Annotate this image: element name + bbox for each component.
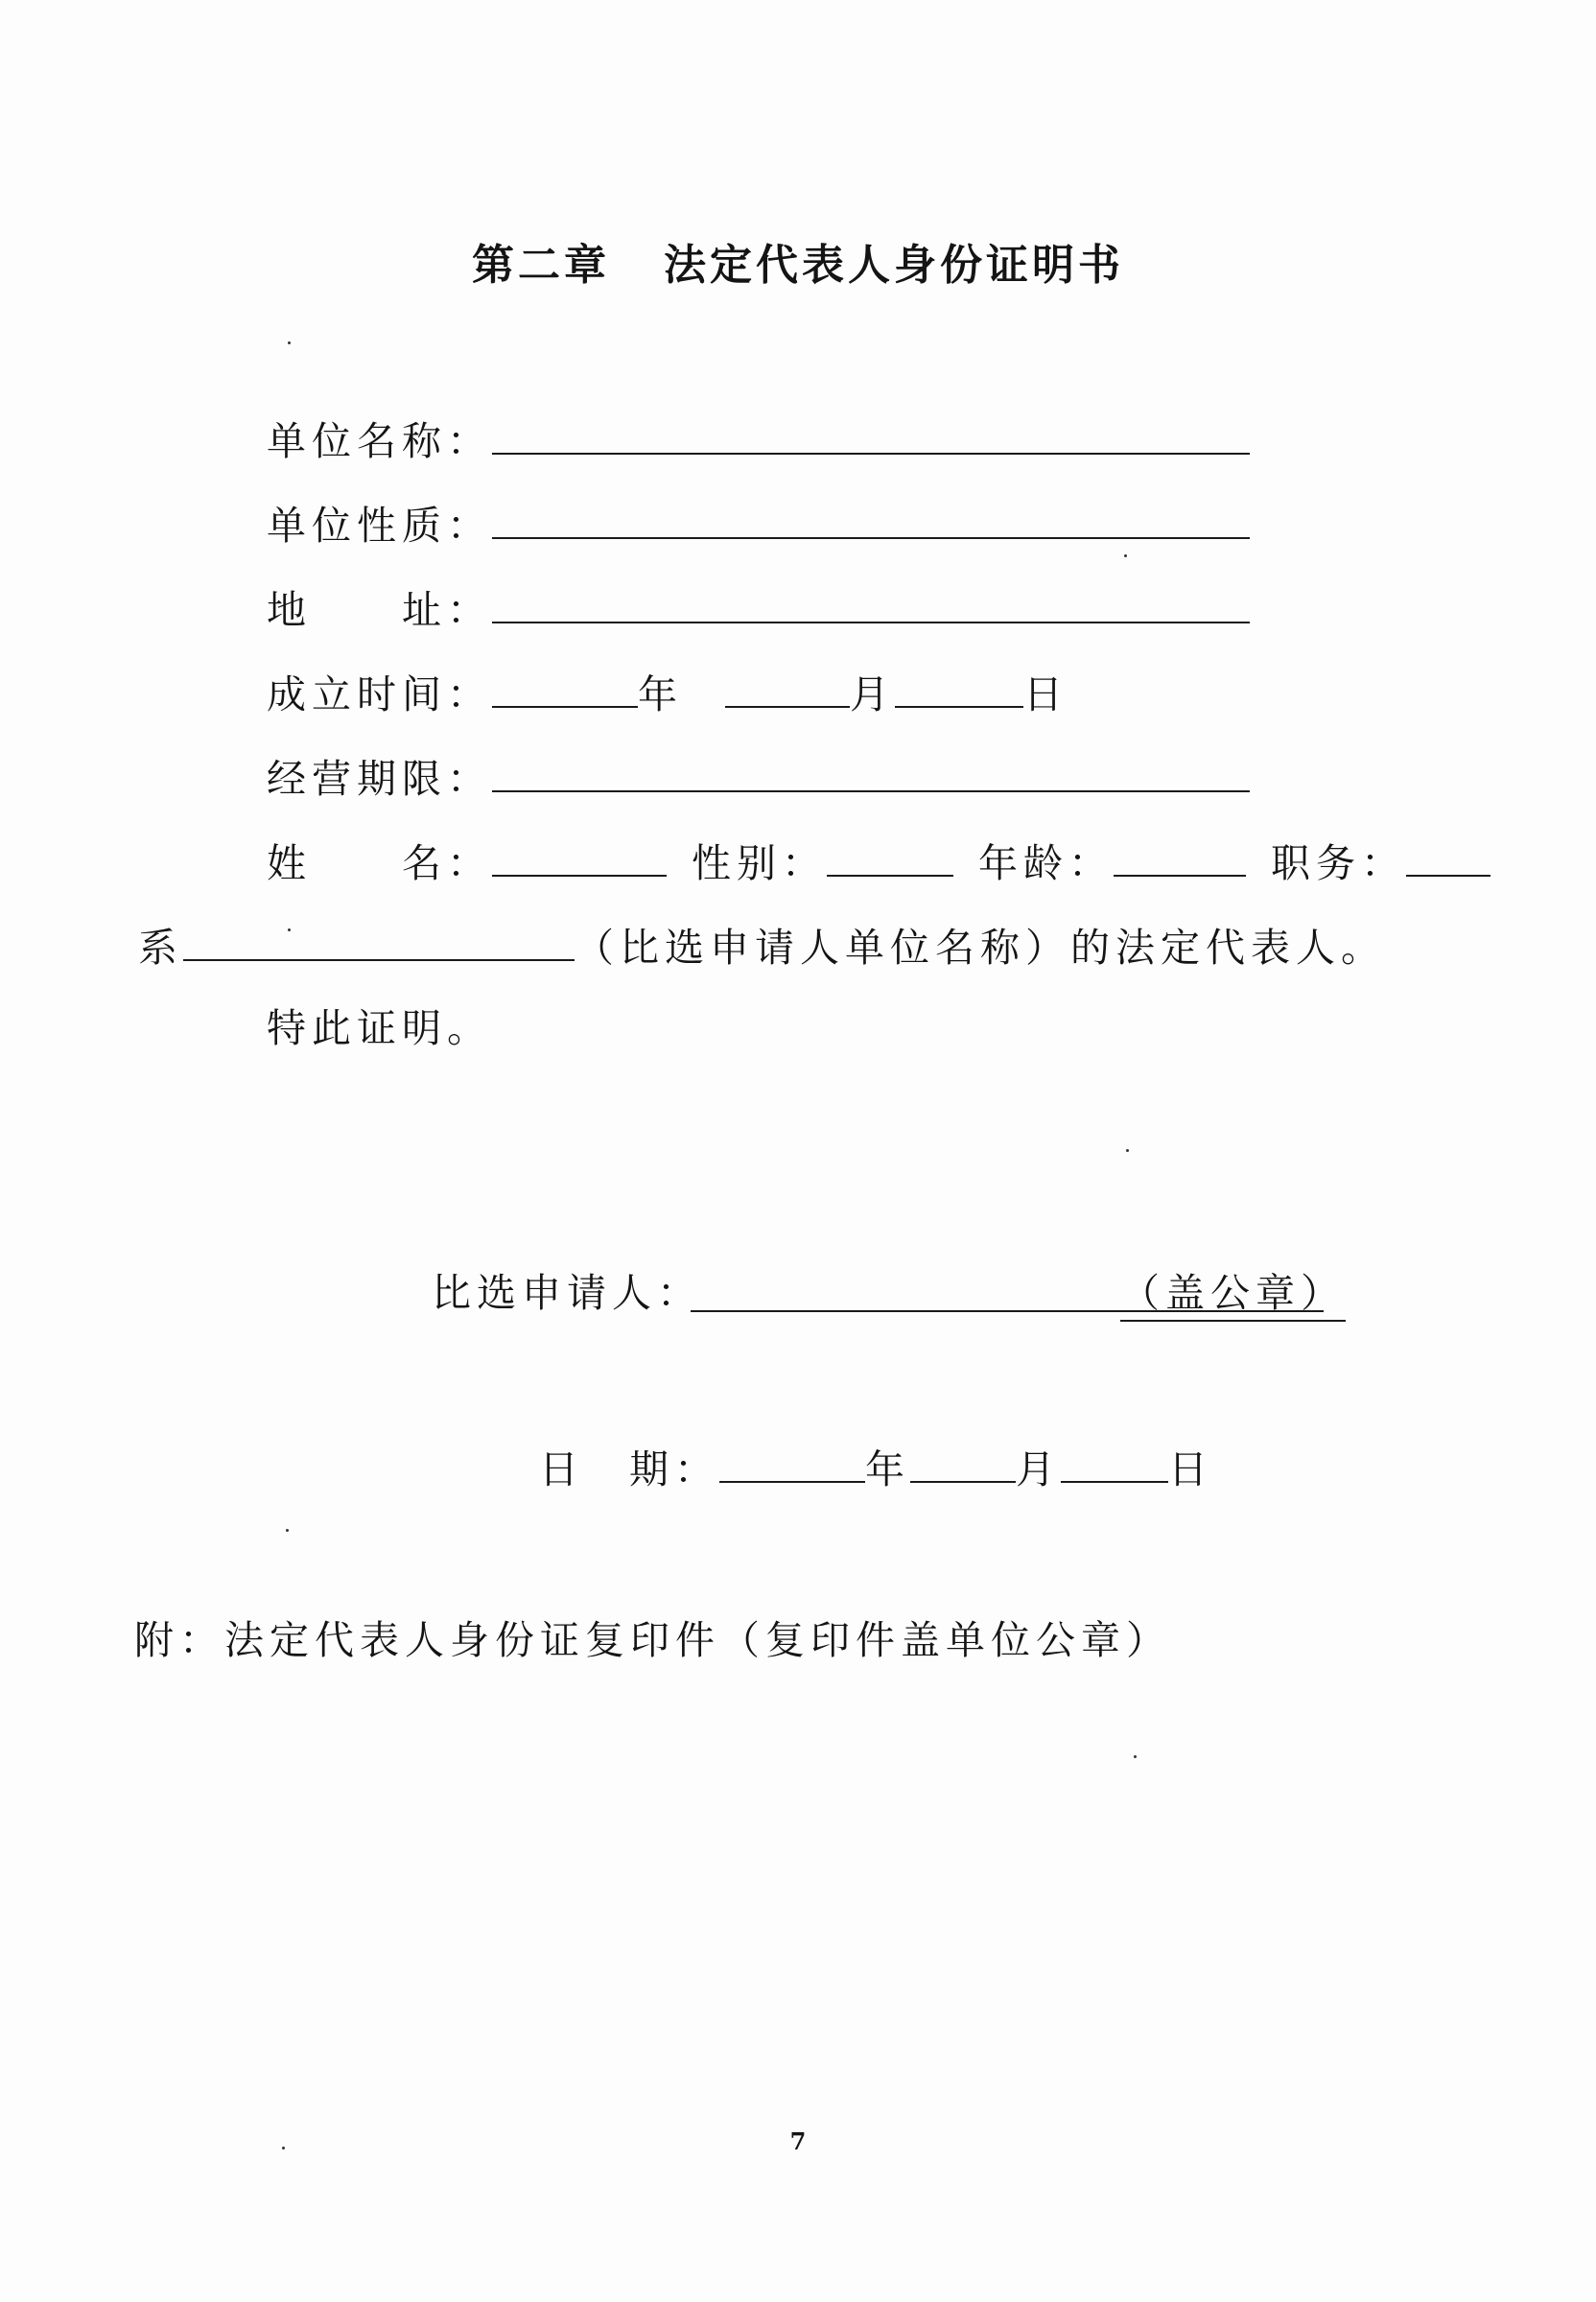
statement-row	[138, 917, 1386, 975]
date-day-unit: 日	[1168, 1446, 1213, 1492]
age-blank[interactable]	[1114, 833, 1246, 877]
scan-speck	[286, 1529, 289, 1532]
attachment-row	[134, 1613, 1171, 1667]
person-row	[267, 833, 1490, 890]
scan-speck	[1124, 554, 1127, 557]
age-label: 年龄：	[978, 840, 1114, 886]
term-row	[267, 748, 1250, 806]
name-blank[interactable]	[492, 833, 667, 877]
unit-name-blank[interactable]	[492, 411, 1250, 455]
established-row	[267, 664, 1068, 721]
chapter-label: 第二章	[472, 241, 610, 290]
unit-nature-label: 单位性质：	[267, 503, 492, 549]
name-label: 姓 名：	[267, 840, 492, 886]
page-number: 7	[789, 2127, 807, 2155]
seal-note: （盖公章）	[1120, 1266, 1346, 1322]
scan-speck	[1134, 1755, 1137, 1758]
date-row	[539, 1439, 1213, 1496]
scan-speck	[1126, 1149, 1129, 1152]
gender-blank[interactable]	[827, 833, 953, 877]
address-label: 地 址：	[267, 587, 492, 633]
established-month-blank[interactable]	[725, 664, 850, 708]
address-blank[interactable]	[492, 579, 1250, 623]
applicant-row	[432, 1264, 1346, 1322]
attachment-note: 附：法定代表人身份证复印件（复印件盖单位公章）	[134, 1617, 1171, 1663]
statement-prefix: 系	[138, 925, 183, 971]
unit-nature-blank[interactable]	[492, 495, 1250, 539]
date-day-blank[interactable]	[1061, 1439, 1168, 1483]
applicant-unit-blank[interactable]	[183, 917, 575, 961]
established-day-unit: 日	[1023, 671, 1068, 717]
page-title	[0, 230, 1596, 292]
applicant-blank[interactable]	[702, 1264, 1120, 1306]
unit-nature-row	[267, 495, 1250, 552]
date-label: 日 期：	[539, 1446, 719, 1492]
position-blank[interactable]	[1406, 833, 1490, 877]
address-row	[267, 579, 1250, 637]
established-month-unit: 月	[850, 671, 895, 717]
unit-name-row	[267, 411, 1250, 468]
established-year-unit: 年	[638, 671, 683, 717]
applicant-label: 比选申请人：	[432, 1270, 702, 1316]
position-label: 职务：	[1271, 840, 1406, 886]
date-year-blank[interactable]	[719, 1439, 865, 1483]
date-year-unit: 年	[865, 1446, 910, 1492]
applicant-underline	[691, 1310, 1324, 1312]
scan-speck	[288, 928, 291, 931]
scan-speck	[282, 2147, 285, 2149]
statement-suffix: （比选申请人单位名称）的法定代表人。	[575, 925, 1386, 971]
term-label: 经营期限：	[267, 756, 492, 802]
date-month-blank[interactable]	[910, 1439, 1016, 1483]
scan-speck	[288, 341, 291, 344]
gender-label: 性别：	[692, 840, 827, 886]
unit-name-label: 单位名称：	[267, 418, 492, 464]
established-day-blank[interactable]	[895, 664, 1023, 708]
term-blank[interactable]	[492, 748, 1250, 792]
date-month-unit: 月	[1016, 1446, 1061, 1492]
certify-text: 特此证明。	[267, 1005, 492, 1051]
established-year-blank[interactable]	[492, 664, 638, 708]
document-name: 法定代表人身份证明书	[664, 241, 1124, 290]
established-label: 成立时间：	[267, 671, 492, 717]
certify-row	[267, 1001, 492, 1055]
